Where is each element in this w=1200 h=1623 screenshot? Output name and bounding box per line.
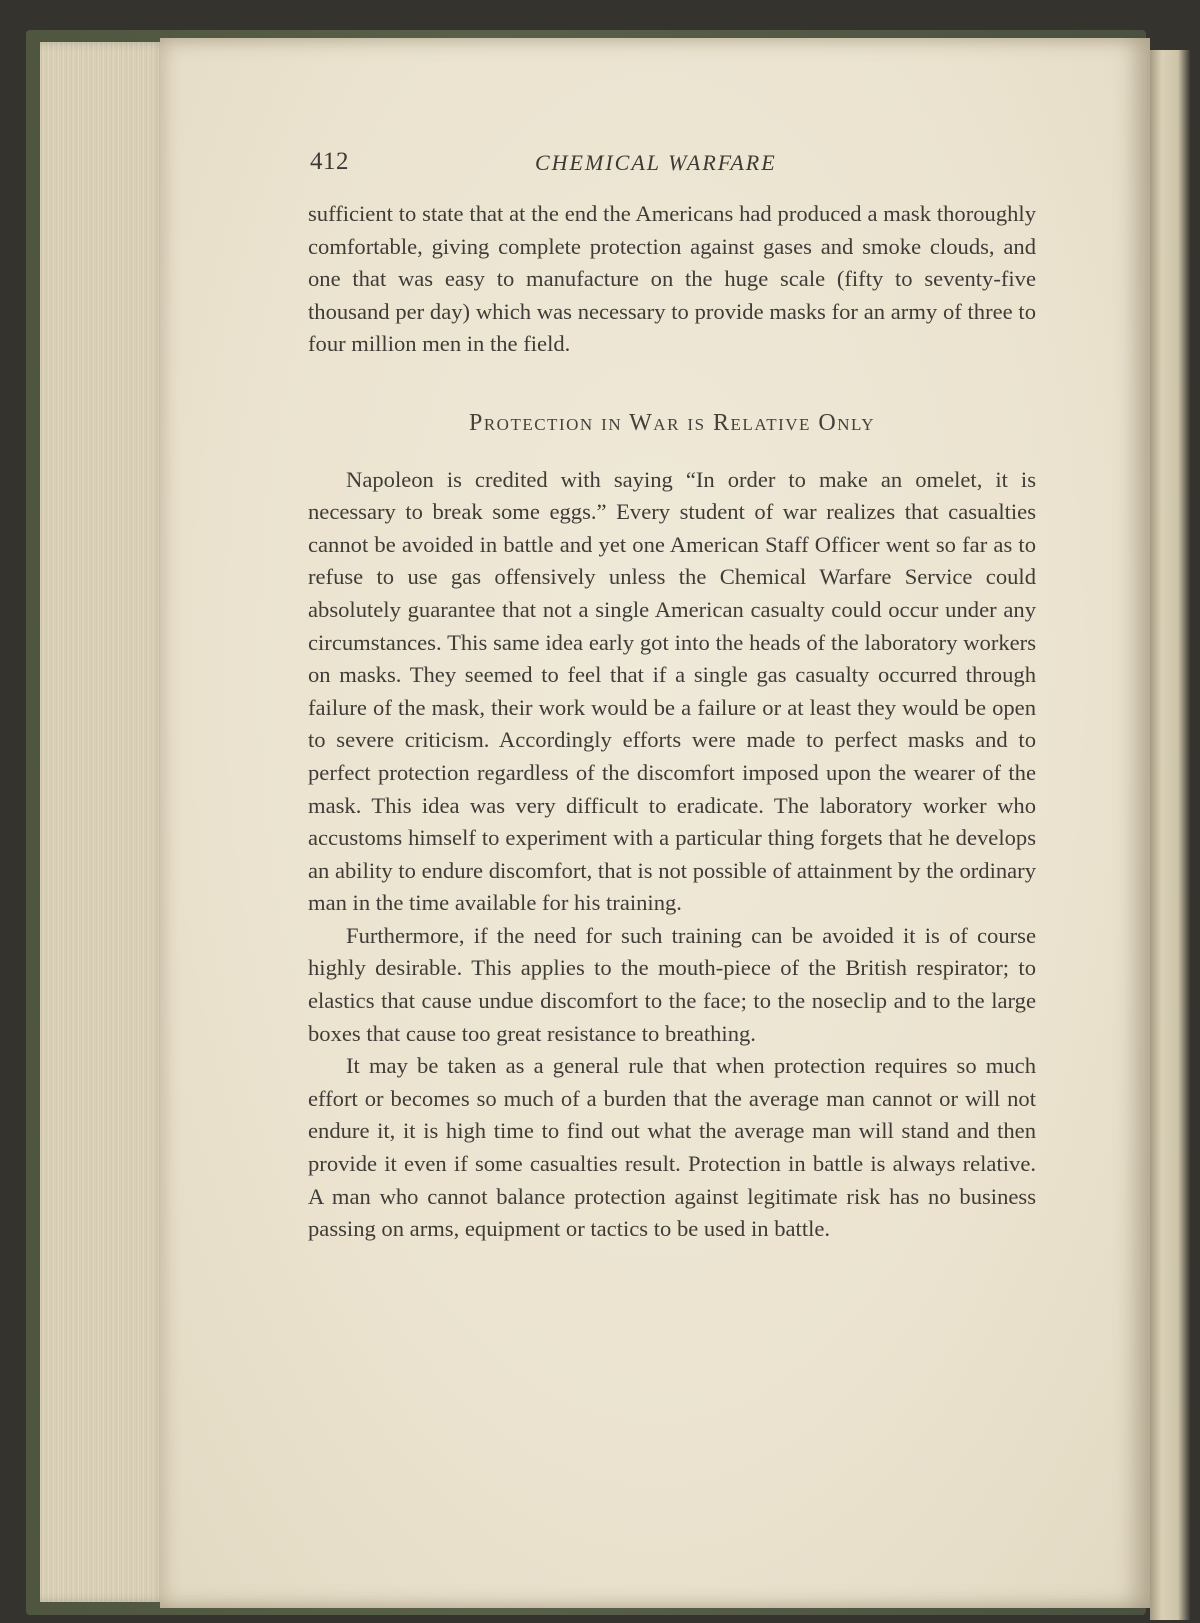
paragraph-continuation: sufficient to state that at the end the Americans had produced a mask thoroughly comfortable, giving complete protection against gases and smoke clouds, and one that was easy to manufacture on the huge scale (fifty to seventy-five thousand per day) which was necessary to provide masks for an army of three to four million men in the field. [308,201,1036,357]
book-page [160,38,1150,1608]
section-heading: Protection in War is Relative Only [468,409,875,436]
page-edges [40,42,168,1602]
page-header [310,146,1070,186]
page-number: 412 [310,148,349,175]
paragraph: It may be taken as a general rule that when protection requires so much effort or becomes so much of a burden that the average man cannot or will not endure it, it is high time to find out what the average man will stand and then provide it even if some casualties result. Protection in battle is always relative. A man who cannot balance protection against legitimate risk has no business passing on arms, equipment or tactics to be used in battle. [308,1053,1036,1242]
facing-page-edge [1150,50,1190,1620]
paragraph: Furthermore, if the need for such training can be avoided it is of course highly desirable. This applies to the mouth-piece of the British respirator; to elastics that cause undue discomfort to the face; to the noseclip and to the large boxes that cause too great resistance to breathing. [308,922,1036,1046]
paragraph: Napoleon is credited with saying “In order to make an omelet, it is necessary to break some eggs.” Every student of war realizes that casualties cannot be avoided in battle and yet one American Staff Officer went so far as to refuse to use gas offensively unless the Chemical Warfare Service could absolutely guarantee that not a single American casualty could occur under any circumstances. This same idea early got into the heads of the laboratory workers on masks. They seemed to feel that if a single gas casualty occurred through failure of the mask, their work would be a failure or at least they would be open to severe criticism. Accordingly efforts were made to perfect masks and to perfect protection regardless of the discomfort imposed upon the wearer of the mask. This idea was very difficult to eradicate. The laboratory worker who accustoms himself to experiment with a particular thing forgets that he develops an ability to endure discomfort, that is not possible of attainment by the ordinary man in the time available for his training. [308,466,1036,916]
body-text [308,198,1036,1246]
running-head: CHEMICAL WARFARE [535,150,777,175]
